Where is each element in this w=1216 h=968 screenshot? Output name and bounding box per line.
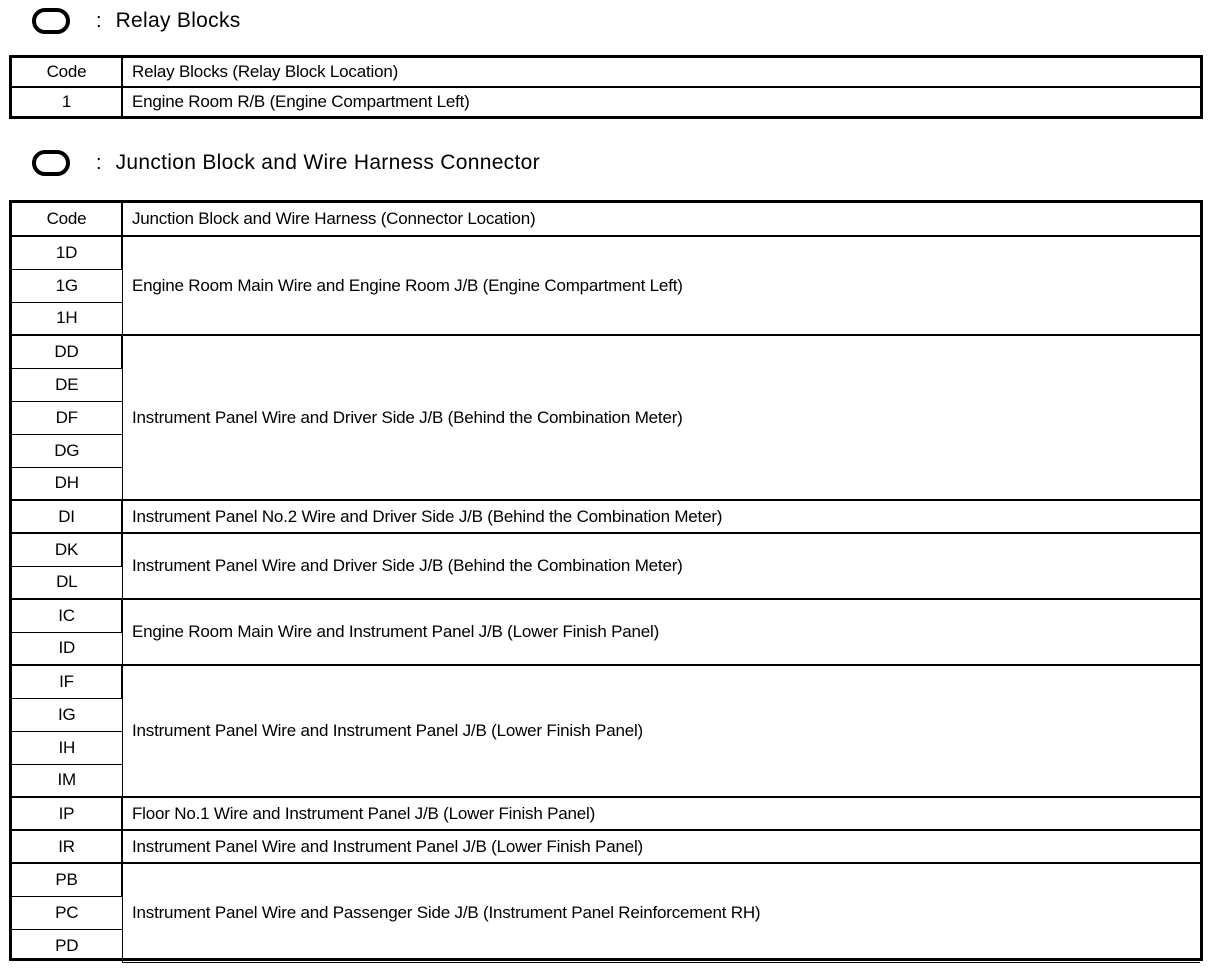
table-row	[12, 599, 1200, 632]
table-row	[12, 830, 1200, 863]
connector-code: IM	[12, 764, 122, 797]
relay-header-code: Code	[12, 58, 122, 87]
connector-code: 1H	[12, 302, 122, 335]
table-row	[12, 863, 1200, 896]
connector-code: ID	[12, 632, 122, 665]
connector-code: IH	[12, 731, 122, 764]
connector-code: 1G	[12, 269, 122, 302]
junction-table	[9, 200, 1203, 961]
relay-code: 1	[12, 87, 122, 116]
junction-legend-colon: :	[96, 151, 102, 174]
relay-desc: Engine Room R/B (Engine Compartment Left)	[122, 87, 1200, 116]
relay-table-header	[12, 58, 1200, 87]
relay-table	[9, 55, 1203, 119]
connector-code: DI	[12, 500, 122, 533]
connector-code: DD	[12, 335, 122, 368]
table-row	[12, 236, 1200, 269]
connector-code: DL	[12, 566, 122, 599]
connector-code: DK	[12, 533, 122, 566]
table-row	[12, 87, 1200, 116]
relay-header-desc: Relay Blocks (Relay Block Location)	[122, 58, 1200, 87]
connector-code: PB	[12, 863, 122, 896]
junction-header-code: Code	[12, 203, 122, 236]
relay-legend-title: Relay Blocks	[115, 9, 241, 32]
connector-location: Engine Room Main Wire and Instrument Panel J/B (Lower Finish Panel)	[122, 599, 1200, 665]
table-row	[12, 500, 1200, 533]
table-row	[12, 533, 1200, 566]
junction-block-symbol-icon	[32, 150, 70, 176]
connector-code: IC	[12, 599, 122, 632]
junction-table-header	[12, 203, 1200, 236]
connector-location: Instrument Panel Wire and Passenger Side J/B (Instrument Panel Reinforcement RH)	[122, 863, 1200, 962]
connector-code: DG	[12, 434, 122, 467]
junction-header-desc: Junction Block and Wire Harness (Connector Location)	[122, 203, 1200, 236]
relay-block-symbol-icon	[32, 8, 70, 34]
table-row	[12, 665, 1200, 698]
connector-code: IP	[12, 797, 122, 830]
connector-code: PD	[12, 929, 122, 962]
connector-location: Instrument Panel Wire and Instrument Panel J/B (Lower Finish Panel)	[122, 665, 1200, 797]
table-row	[12, 797, 1200, 830]
relay-legend-colon: :	[96, 9, 102, 32]
junction-legend	[32, 150, 540, 176]
connector-code: PC	[12, 896, 122, 929]
connector-code: 1D	[12, 236, 122, 269]
connector-location: Floor No.1 Wire and Instrument Panel J/B (Lower Finish Panel)	[122, 797, 1200, 830]
connector-code: DF	[12, 401, 122, 434]
connector-location: Instrument Panel No.2 Wire and Driver Side J/B (Behind the Combination Meter)	[122, 500, 1200, 533]
relay-legend	[32, 8, 241, 34]
connector-code: DE	[12, 368, 122, 401]
connector-code: IG	[12, 698, 122, 731]
connector-code: IF	[12, 665, 122, 698]
table-row	[12, 335, 1200, 368]
connector-location: Instrument Panel Wire and Driver Side J/B (Behind the Combination Meter)	[122, 335, 1200, 500]
connector-location: Instrument Panel Wire and Driver Side J/B (Behind the Combination Meter)	[122, 533, 1200, 599]
connector-location: Engine Room Main Wire and Engine Room J/B (Engine Compartment Left)	[122, 236, 1200, 335]
connector-location: Instrument Panel Wire and Instrument Panel J/B (Lower Finish Panel)	[122, 830, 1200, 863]
connector-code: DH	[12, 467, 122, 500]
connector-code: IR	[12, 830, 122, 863]
junction-legend-title: Junction Block and Wire Harness Connector	[115, 151, 540, 174]
